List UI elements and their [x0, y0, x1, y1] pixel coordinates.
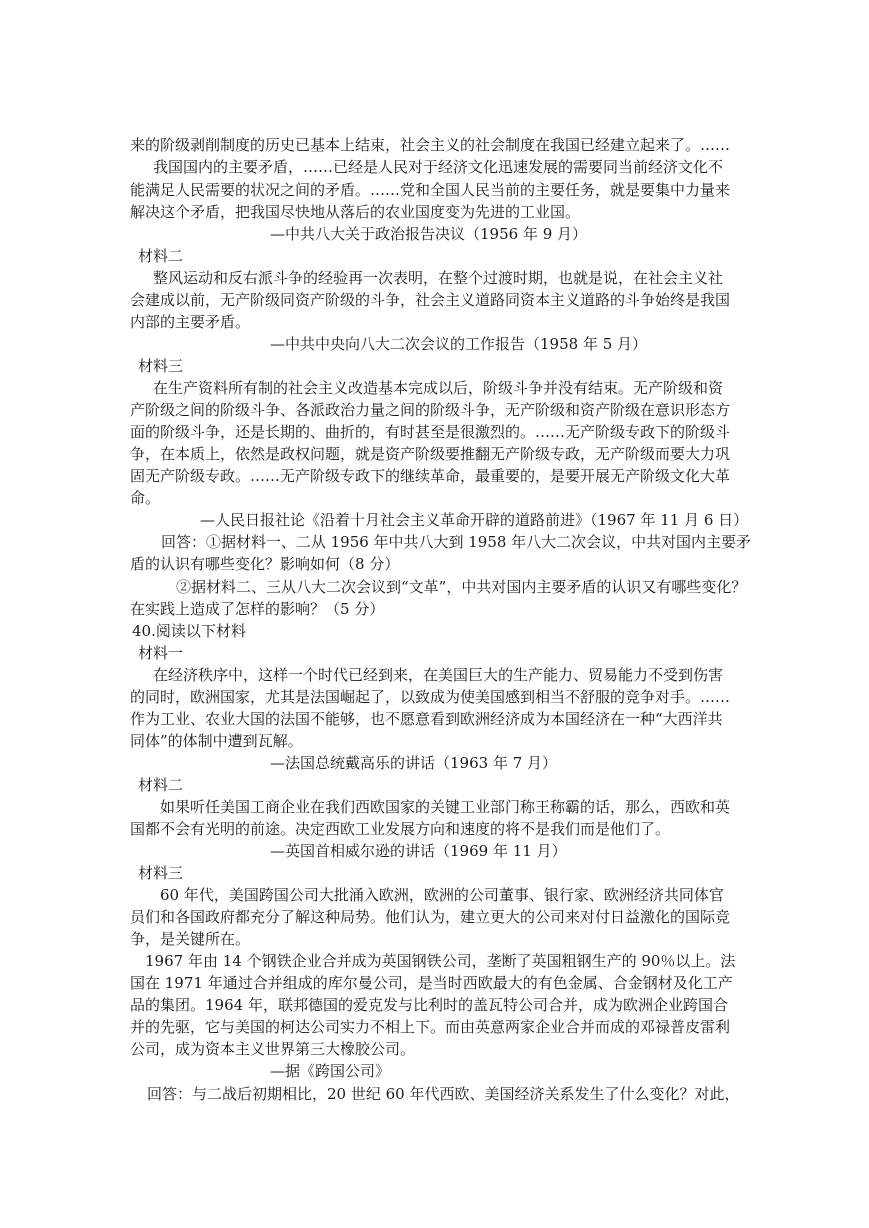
source-citation: —中共八大关于政治报告决议（1956 年 9 月）	[270, 225, 588, 243]
paragraph-line: 如果听任美国工商企业在我们西欧国家的关键工业部门称王称霸的话，那么，西欧和英	[160, 798, 731, 816]
source-citation: —人民日报社论《沿着十月社会主义革命开辟的道路前进》（1967 年 11 月 6 日）	[200, 511, 749, 529]
paragraph-line: 1967 年由 14 个钢铁企业合并成为英国钢铁公司，垄断了英国粗钢生产的 90％以上。法	[145, 952, 736, 970]
paragraph-line: 争，是关键所在。	[130, 930, 251, 948]
paragraph-line: 60 年代，美国跨国公司大批涌入欧洲，欧洲的公司董事、银行家、欧洲经济共同体官	[160, 886, 724, 904]
paragraph-line: 固无产阶级专政。……无产阶级专政下的继续革命，最重要的，是要开展无产阶级文化大革	[130, 467, 731, 485]
question-line: 盾的认识有哪些变化？影响如何（8 分）	[130, 555, 400, 573]
material-label: 材料三	[138, 357, 184, 375]
question-line: 回答：①据材料一、二从 1956 年中共八大到 1958 年八大二次会议，中共对国内主要矛	[161, 533, 752, 551]
question-line: 在实践上造成了怎样的影响？（5 分）	[130, 600, 385, 618]
paragraph-line: 国都不会有光明的前途。决定西欧工业发展方向和速度的将不是我们而是他们了。	[130, 820, 671, 838]
paragraph-line: 争，在本质上，依然是政权问题，就是资产阶级要推翻无产阶级专政，无产阶级而要大力巩	[130, 445, 731, 463]
paragraph-line: 同体”的体制中遭到瓦解。	[130, 732, 303, 750]
paragraph-line: 解决这个矛盾，把我国尽快地从落后的农业国度变为先进的工业国。	[130, 203, 581, 221]
paragraph-line: 内部的主要矛盾。	[130, 313, 251, 331]
paragraph-line: 员们和各国政府都充分了解这种局势。他们认为，建立更大的公司来对付日益激化的国际竞	[130, 908, 731, 926]
paragraph-line: 品的集团。1964 年，联邦德国的爱克发与比利时的盖瓦特公司合并，成为欧洲企业跨国合	[130, 996, 728, 1014]
paragraph-line: 的同时，欧洲国家，尤其是法国崛起了，以致成为使美国感到相当不舒服的竞争对手。……	[130, 688, 731, 706]
paragraph-line: 公司，成为资本主义世界第三大橡胶公司。	[130, 1040, 416, 1058]
paragraph-line: 在经济秩序中，这样一个时代已经到来，在美国巨大的生产能力、贸易能力不受到伤害	[153, 666, 724, 684]
paragraph-line: 我国国内的主要矛盾，……已经是人民对于经济文化迅速发展的需要同当前经济文化不	[153, 158, 724, 176]
paragraph-line: 能满足人民需要的状况之间的矛盾。……党和全国人民当前的主要任务，就是要集中力量来	[130, 181, 731, 199]
material-label: 材料二	[138, 247, 184, 265]
source-citation: —据《跨国公司》	[270, 1062, 391, 1080]
paragraph-line: 在生产资料所有制的社会主义改造基本完成以后，阶级斗争并没有结束。无产阶级和资	[153, 379, 724, 397]
paragraph-line: 会建成以前，无产阶级同资产阶级的斗争，社会主义道路同资本主义道路的斗争始终是我国	[130, 291, 731, 309]
paragraph-line: 国在 1971 年通过合并组成的库尔曼公司，是当时西欧最大的有色金属、合金钢材及化工产	[130, 974, 733, 992]
paragraph-line: 整风运动和反右派斗争的经验再一次表明，在整个过渡时期，也就是说，在社会主义社	[153, 269, 724, 287]
paragraph-line: 作为工业、农业大国的法国不能够，也不愿意看到欧洲经济成为本国经济在一种“大西洋共	[130, 710, 723, 728]
source-citation: —英国首相威尔逊的讲话（1969 年 11 月）	[270, 842, 567, 860]
material-label: 材料二	[138, 776, 184, 794]
question-line: ②据材料二、三从八大二次会议到“文革”，中共对国内主要矛盾的认识又有哪些变化？	[176, 578, 747, 596]
question-heading: 40.阅读以下材料	[132, 622, 246, 640]
material-label: 材料三	[138, 864, 184, 882]
question-line: 回答：与二战后初期相比，20 世纪 60 年代西欧、美国经济关系发生了什么变化？对此，	[147, 1085, 740, 1103]
material-label: 材料一	[138, 644, 184, 662]
source-citation: —法国总统戴高乐的讲话（1963 年 7 月）	[270, 754, 558, 772]
paragraph-line: 产阶级之间的阶级斗争、各派政治力量之间的阶级斗争，无产阶级和资产阶级在意识形态方	[130, 401, 731, 419]
paragraph-line: 并的先驱，它与美国的柯达公司实力不相上下。而由英意两家企业合并而成的邓禄普皮雷利	[130, 1018, 731, 1036]
paragraph-line: 命。	[130, 489, 161, 507]
paragraph-line: 来的阶级剥削制度的历史已基本上结束，社会主义的社会制度在我国已经建立起来了。……	[130, 136, 731, 154]
source-citation: —中共中央向八大二次会议的工作报告（1958 年 5 月）	[270, 335, 648, 353]
paragraph-line: 面的阶级斗争，还是长期的、曲折的，有时甚至是很激烈的。……无产阶级专政下的阶级斗	[130, 423, 731, 441]
